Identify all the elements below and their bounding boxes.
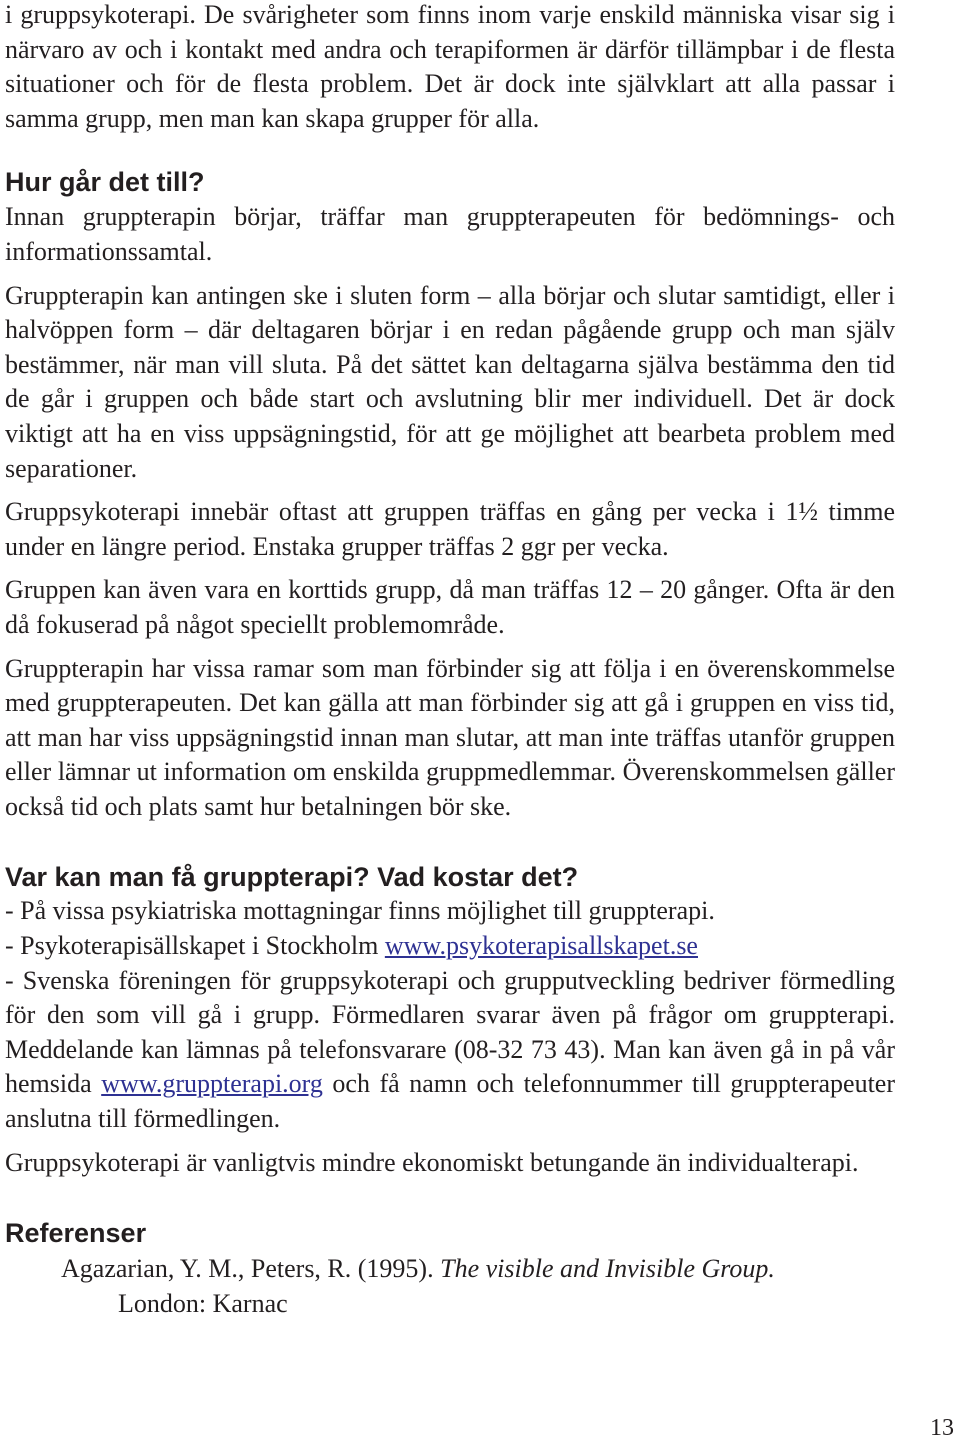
page-number: 13 (930, 1415, 954, 1441)
association-text: - Svenska föreningen för gruppsykoterapi och grupputveckling bedriver förmedling för den som vill gå i grupp. Förmedlaren svarar även på frågor om gruppterapi. Meddelande kan lämnas på telefonsvarare (08-32 73 43). Man kan även gå in på vår hemsida (5, 965, 895, 1099)
paragraph-assessment: Innan gruppterapin börjar, träffar man gruppterapeuten för bedömnings- och informationssamtal. (5, 202, 895, 266)
where-line-association (5, 964, 895, 1137)
where-line-psychiatric: - På vissa psykiatriska mottagningar finns möjlighet till gruppterapi. (5, 896, 715, 926)
heading-how: Hur går det till? (5, 167, 205, 198)
reference-authors: Agazarian, Y. M., Peters, R. (1995). (61, 1254, 441, 1284)
paragraph-forms: Gruppterapin kan antingen ske i sluten form – alla börjar och slutar samtidigt, eller i halvöppen form – där deltagaren börjar i en redan pågående grupp och man själv bestämmer, när man vill sluta. På det sättet kan deltagarna själva bestämma den tid de går i gruppen och både start och avslutning blir mer individuell. Det är dock viktigt att ha en viss uppsägningstid, för att ge möjlighet att bearbeta problem med separationer. (5, 280, 895, 483)
paragraph-rules: Gruppterapin har vissa ramar som man förbinder sig att följa i en överenskommelse med gruppterapeuten. Det kan gälla att man förbinder sig att gå i gruppen en viss tid, att man har viss uppsägningstid innan man slutar, att man inte träffas utanför gruppen eller lämnar ut information om enskilda gruppmedlemmar. Överenskommelsen gäller också tid och plats samt hur betalningen bör ske. (5, 653, 895, 821)
paragraph-cost: Gruppsykoterapi är vanligtvis mindre ekonomiskt betungande än individualterapi. (5, 1147, 859, 1177)
paragraph-short-term: Gruppen kan även vara en korttids grupp, då man träffas 12 – 20 gånger. Ofta är den då fokuserad på något speciellt problemområde. (5, 575, 895, 639)
reference-publisher: London: Karnac (118, 1289, 288, 1319)
reference-title: The visible and Invisible Group. (440, 1254, 775, 1284)
intro-paragraph: i gruppsykoterapi. De svårigheter som finns inom varje enskild människa visar sig i närvaro av och i kontakt med andra och terapiformen är därför tillämpbar i de flesta situationer och för de flesta problem. Det är dock inte självklart att alla passar i samma grupp, men man kan skapa grupper för alla. (5, 0, 895, 133)
society-text: - Psykoterapisällskapet i Stockholm (5, 931, 385, 961)
association-text-end: och få namn och telefonnummer till gruppterapeuter anslutna till förmedlingen. (5, 1069, 895, 1134)
link-gruppterapi[interactable]: www.gruppterapi.org (101, 1069, 323, 1099)
heading-references: Referenser (5, 1218, 147, 1249)
link-psykoterapisallskapet[interactable]: www.psykoterapisallskapet.se (384, 931, 698, 961)
where-line-society (5, 929, 895, 964)
paragraph-frequency: Gruppsykoterapi innebär oftast att gruppen träffas en gång per vecka i 1½ timme under en längre period. Enstaka grupper träffas 2 ggr per vecka. (5, 497, 895, 561)
heading-where: Var kan man få gruppterapi? Vad kostar det? (5, 862, 579, 893)
reference-entry (5, 1251, 895, 1286)
document-page (5, 0, 895, 1321)
